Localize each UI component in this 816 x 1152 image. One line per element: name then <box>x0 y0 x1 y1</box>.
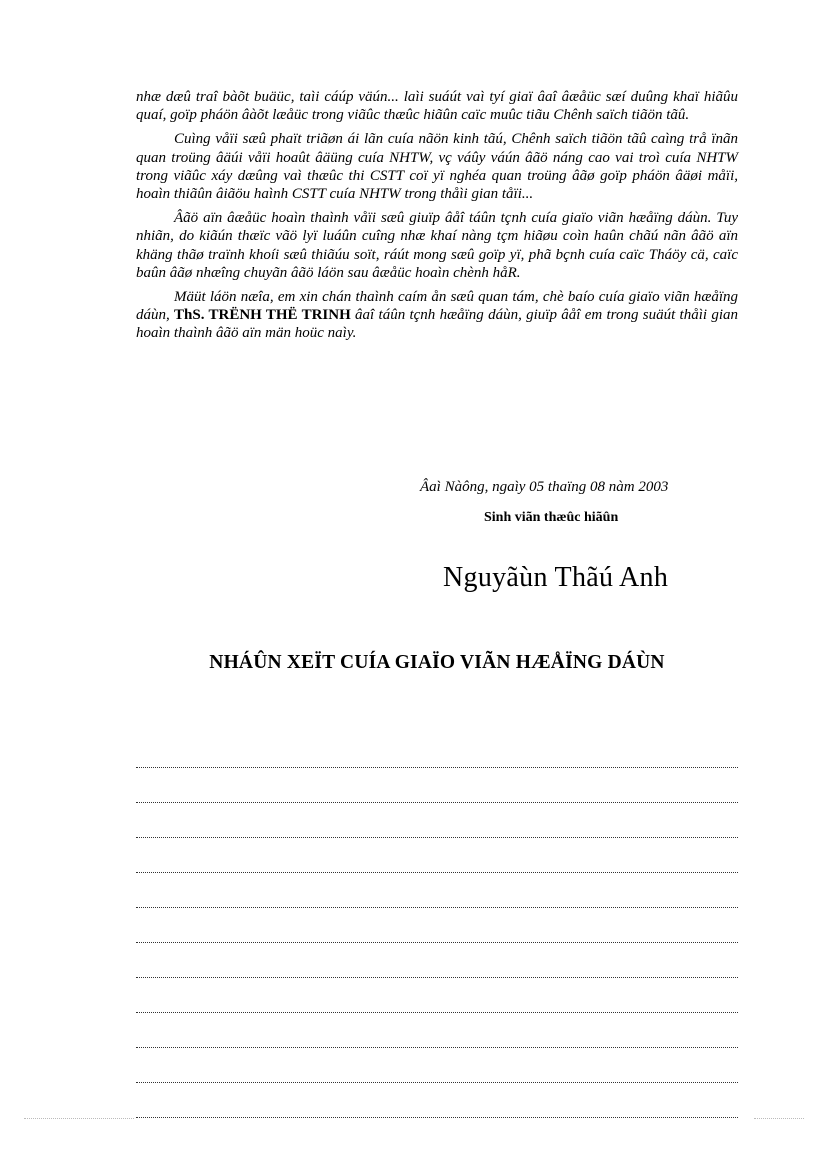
blank-dotted-line <box>136 907 738 909</box>
paragraph-continuation: nhæ dæû traî bàõt buäüc, taìi cáúp väún... laìi suáút vaì tyí giaï âaî âæåüc sæí duûng khaï hiãûu quaí, goïp pháön âàõt læåüc trong viãûc thæûc hiãûn caïc muûc tiãu Chênh saïch tiãön tãû. <box>136 89 738 124</box>
blank-dotted-line <box>136 802 738 804</box>
blank-dotted-line <box>136 1012 738 1014</box>
body-text <box>136 88 738 349</box>
blank-dotted-line <box>136 1082 738 1084</box>
supervisor-review-heading: NHÁÛN XEÏT CUÍA GIAÏO VIÃN HÆÅÏNG DÁÙN <box>209 652 665 673</box>
blank-dotted-line <box>136 977 738 979</box>
footer-divider-left <box>24 1118 134 1119</box>
footer-divider-right <box>754 1118 804 1119</box>
paragraph-monetary-policy-role: Cuìng våïi sæû phaït triãøn ái lãn cuía nãön kinh tãú, Chênh saïch tiãön tãû caìng trå ïnãn quan troüng âäúi våïi hoaût âäüng cuía NHTW, vç váûy váún âãö náng cao vai troì cuía NHTW trong viãûc xáy dæûng vaì thæûc thi CSTT coï yï nghéa quan troüng âãø goïp pháön âäøi måïi, hoaìn thiãûn âiãöu haình CSTT cuía NHTW trong thåìi gian tåïi... <box>136 131 738 203</box>
blank-dotted-line <box>136 1047 738 1049</box>
author-signature-name: Nguyãùn Thãú Anh <box>443 562 669 593</box>
paragraph-thesis-completion: Âãö aïn âæåüc hoaìn thaình våïi sæû giuïp âåî táûn tçnh cuía giaïo viãn hæåïng dáùn. Tuy nhiãn, do kiãún thæïc vãö lyï luáûn cuîng nhæ khaí nàng tçm hiãøu coìn haûn chãú nãn âãö aïn khäng thãø traïnh khoíi sæû thiãúu soït, ráút mong sæû goïp yï, phã bçnh cuía caïc Tháöy cä, caïc baûn âãø nhæîng chuyãn âãö láön sau âæåüc hoaìn chènh håR. <box>136 210 738 281</box>
blank-dotted-line <box>136 872 738 874</box>
blank-dotted-line <box>136 767 738 769</box>
thanks-text-after: âaî táûn tçnh hæåïng dáùn, giuïp âåî em trong suäút thåìi gian hoaìn thaình âãö aïn män hoüc naìy. <box>136 307 739 342</box>
supervisor-name: ThS. TRËNH THË TRINH <box>174 307 351 324</box>
review-blank-lines <box>136 767 738 1152</box>
paragraph-thanks <box>136 288 738 343</box>
blank-dotted-line <box>136 942 738 944</box>
thanks-text-before: Mäüt láön næîa, em xin chán thaình caím ån sæû quan tám, chè baío cuía giaïo viãn hæåïng dáùn, <box>136 289 738 324</box>
place-date: Âaì Nàông, ngaìy 05 thaïng 08 nàm 2003 <box>420 479 669 495</box>
blank-dotted-line <box>136 1117 738 1119</box>
blank-dotted-line <box>136 837 738 839</box>
author-role: Sinh viãn thæûc hiãûn <box>484 510 619 525</box>
